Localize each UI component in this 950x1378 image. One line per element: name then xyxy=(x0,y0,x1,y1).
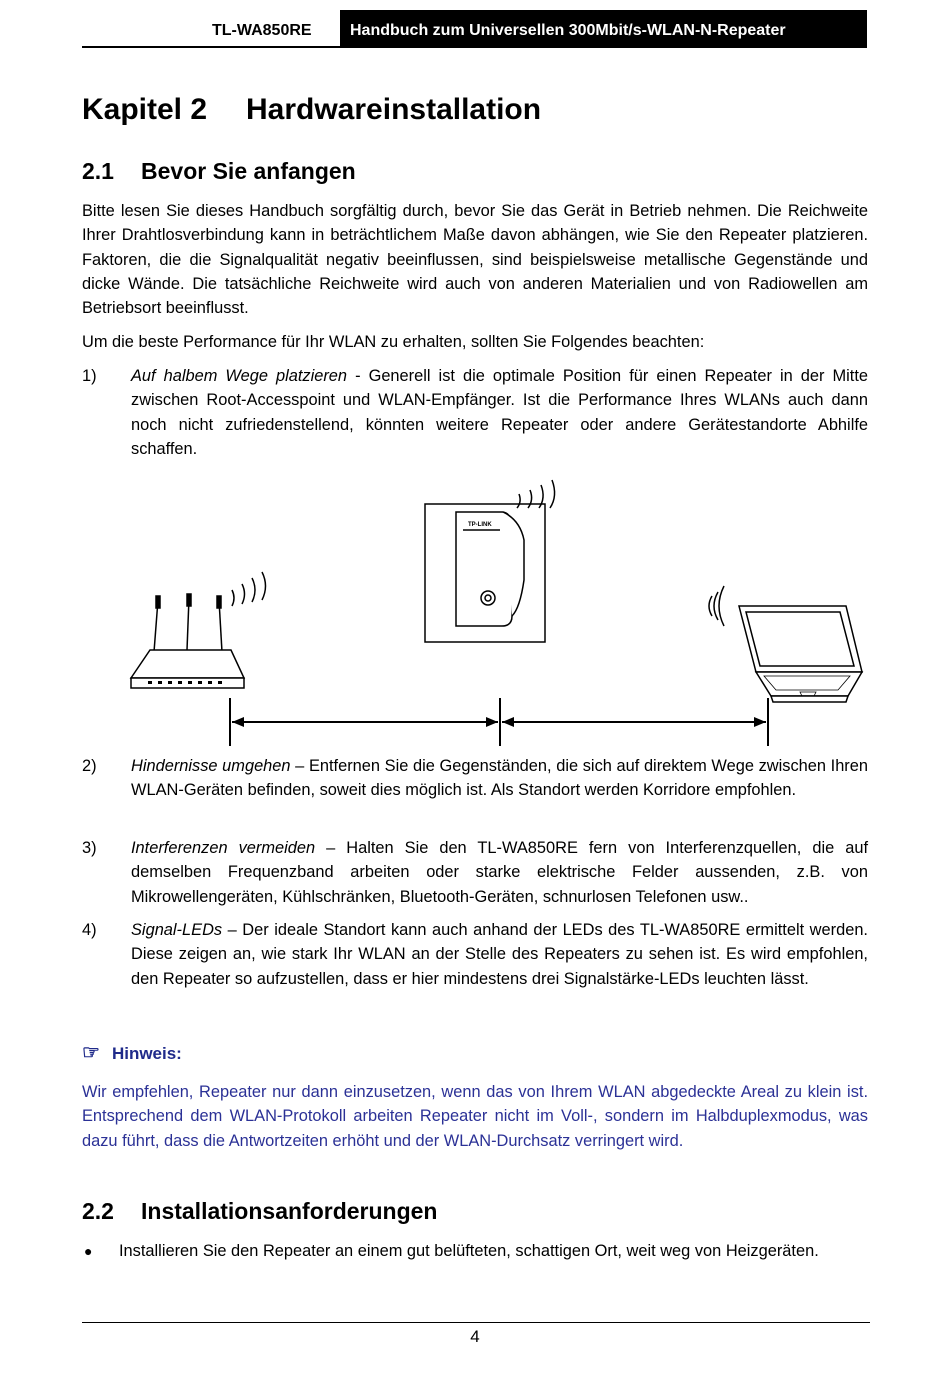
repeater-placement-figure xyxy=(0,470,950,750)
distance-arrows xyxy=(230,698,768,746)
list-term: Interferenzen vermeiden xyxy=(131,839,316,857)
list-term: Auf halbem Wege platzieren xyxy=(131,367,348,385)
repeater-icon xyxy=(425,504,545,642)
laptop-icon xyxy=(739,606,862,702)
pointing-hand-icon: ☞ xyxy=(82,1042,100,1064)
list-text: – Der ideale Standort kann auch anhand der LEDs des TL-WA850RE ermittelt werden. Diese zeigen an, wie stark Ihr WLAN an der Stelle des Repeaters zu sehen ist. Es wird empfohlen, den Repeater so aufzustellen, dass er hier mindestens drei Signalstärke-LEDs leuchten lässt. xyxy=(131,921,868,988)
list-marker: 4) xyxy=(82,921,97,939)
list-term: Hindernisse umgehen xyxy=(131,757,291,775)
list-item xyxy=(82,364,868,461)
section-title: Installationsanforderungen xyxy=(141,1198,438,1224)
bullet-text: Installieren Sie den Repeater an einem gut belüfteten, schattigen Ort, weit weg von Heizgeräten. xyxy=(119,1242,819,1260)
list-item xyxy=(82,754,868,803)
intro-lead-paragraph: Um die beste Performance für Ihr WLAN zu erhalten, sollten Sie Folgendes beachten: xyxy=(82,333,705,351)
list-marker: 1) xyxy=(82,367,97,385)
laptop-signal-icon xyxy=(709,586,724,626)
section-heading-2-2 xyxy=(82,1198,437,1225)
list-text: – Halten Sie den TL-WA850RE fern von Interferenzquellen, die auf demselben Frequenzband arbeiten oder starke elektrische Felder aussenden, z.B. von Mikrowellengeräten, Kühlschränken, Bluetooth-Geräten, schnurlosen Telefonen usw.. xyxy=(131,839,868,906)
chapter-number: Kapitel 2 xyxy=(82,93,208,126)
footer-divider xyxy=(82,1322,870,1323)
page-number: 4 xyxy=(470,1327,480,1346)
chapter-heading xyxy=(82,93,541,127)
note-label: Hinweis: xyxy=(111,1044,182,1063)
header-model: TL-WA850RE xyxy=(212,22,312,39)
list-marker: 2) xyxy=(82,757,97,775)
bullet-item xyxy=(82,1239,868,1263)
intro-paragraph: Bitte lesen Sie dieses Handbuch sorgfältig durch, bevor Sie das Gerät in Betrieb nehmen. Die Reichweite Ihrer Drahtlosverbindung kann in beträchtlichem Maße davon abhängen, wie Sie den Repeater platzieren. Faktoren, die die Signalqualität negativ beeinflussen, sind beispielsweise metallische Gegenstände und dicke Wände. Die tatsächliche Reichweite wird auch von anderen Materialien und von Radiowellen am Betriebsort beeinflusst. xyxy=(82,202,868,318)
router-icon xyxy=(131,594,244,688)
list-marker: 3) xyxy=(82,839,97,857)
header-title-box xyxy=(340,10,867,46)
list-term: Signal-LEDs xyxy=(131,921,223,939)
page-header xyxy=(82,10,867,48)
chapter-title: Hardwareinstallation xyxy=(246,93,542,126)
section-heading-2-1 xyxy=(82,158,356,185)
list-text: – Entfernen Sie die Gegenständen, die sich auf direktem Wege zwischen Ihren WLAN-Geräten befinden, soweit dies möglich ist. Als Standort werden Korridore empfohlen. xyxy=(131,757,868,800)
list-item xyxy=(82,918,868,991)
list-item xyxy=(82,836,868,909)
list-text: - Generell ist die optimale Position für einen Repeater in der Mitte zwischen Root-Accesspoint und WLAN-Empfänger. Ist die Performance Ihres WLANs auch dann noch nicht zufriedenstellend, könnten weitere Repeater oder andere Gerätestandorte Abhilfe schaffen. xyxy=(131,367,868,458)
header-manual-title: Handbuch zum Universellen 300Mbit/s-WLAN-N-Repeater xyxy=(350,22,786,39)
note-heading xyxy=(82,1040,182,1065)
router-signal-icon xyxy=(232,572,266,606)
bullet-dot-icon: ● xyxy=(84,1243,93,1259)
section-number: 2.2 xyxy=(82,1198,114,1224)
note-text: Wir empfehlen, Repeater nur dann einzusetzen, wenn das von Ihrem WLAN abgedeckte Areal zu klein ist. Entsprechend dem WLAN-Protokoll arbeiten Repeater nicht im Voll-, sondern im Halbduplexmodus, was dazu führt, dass die Antwortzeiten erhöht und der WLAN-Durchsatz verringert wird. xyxy=(82,1083,868,1150)
section-number: 2.1 xyxy=(82,158,114,184)
repeater-brand-label: TP-LINK xyxy=(468,522,492,528)
section-title: Bevor Sie anfangen xyxy=(141,158,356,184)
